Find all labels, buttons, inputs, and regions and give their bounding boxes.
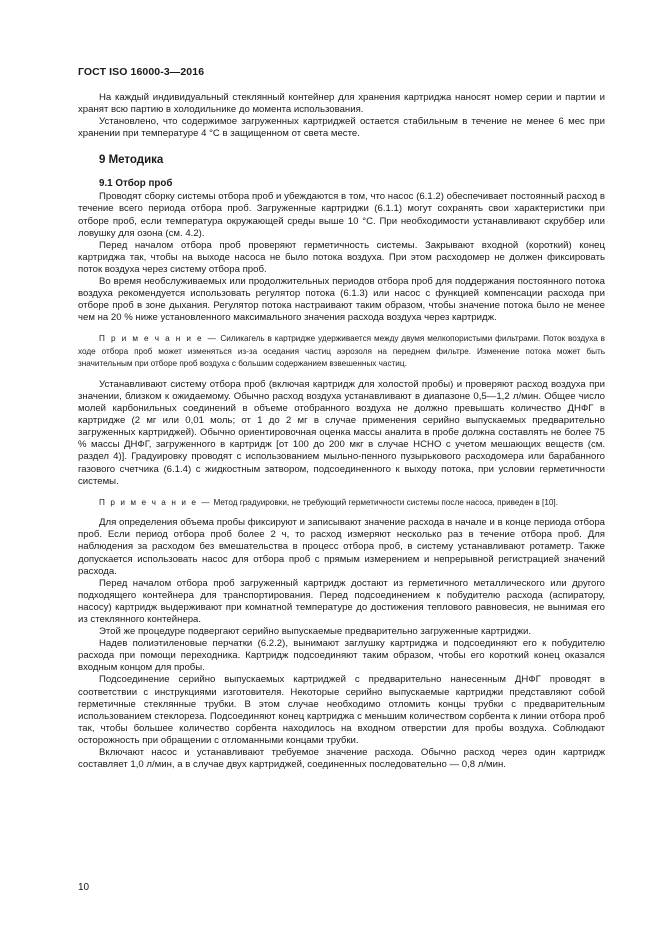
paragraph-flow-setup: Устанавливают систему отбора проб (включая картридж для холостой пробы) и проверяют расход воздуха при значении, близком к ожидаемому. Обычно расход воздуха устанавливают в диапазоне 0,5—1,2 л/мин. Общее число молей карбонильных соединений в объеме отобранного воздуха не должно превышать количество ДНФГ в картридже (2 мг или 0,01 моль; от 1 до 2 мг в случае применения серийно выпускаемых предварительно загруженных картриджей). Обычно ориентировочная оценка массы аналита в пробе должна составлять не более 75 % массы ДНФГ, загруженного в картридж [от 100 до 200 мкг в случае НСНО с учетом мешающих веществ (см. раздел 4)]. Градуировку проводят с использованием мыльно-пенного пузырькового расходомера или барабанного газового счетчика (6.1.4) с жидкостным затвором, подсоединенного к выходу потока, при условии герметичности системы. [78, 378, 605, 487]
paragraph-pump-start: Включают насос и устанавливают требуемое значение расхода. Обычно расход через один картридж составляет 1,0 л/мин, а в случае двух картриджей, соединенных последовательно — 0,8 л/мин. [78, 747, 605, 771]
note-label: П р и м е ч а н и е — [99, 497, 212, 507]
paragraph-container-labeling: На каждый индивидуальный стеклянный контейнер для хранения картриджа наносят номер серии и партии и хранят всю партию в холодильнике до момента использования. [78, 92, 605, 116]
paragraph-storage-stability: Установлено, что содержимое загруженных картриджей остается стабильным в течение не менее 6 мес при хранении при температуре 4 °С в защищенном от света месте. [78, 116, 605, 140]
document-code-header: ГОСТ ISO 16000-3—2016 [78, 66, 205, 78]
paragraph-cartridge-connection: Надев полиэтиленовые перчатки (6.2.2), вынимают заглушку картриджа и подсоединяют его к побудителю расхода при помощи переходника. Картридж подсоединяют таким образом, чтобы его короткий конец оказался входным концом для пробы. [78, 638, 605, 674]
paragraph-volume-determination: Для определения объема пробы фиксируют и записывают значение расхода в начале и в конце периода отбора проб. Если период отбора проб более 2 ч, то расход измеряют несколько раз в течение отбора проб. Для наблюдения за расходом без вмешательства в процесс отбора проб, в систему устанавливают ротаметр. Также допускается использовать насос для отбора проб с прямым измерением и непрерывной регистрацией значений расхода. [78, 517, 605, 577]
paragraph-leak-check: Перед началом отбора проб проверяют герметичность системы. Закрывают входной (короткий) конец картриджа так, чтобы на выходе насоса не было потока воздуха. При этом расходомер не должен фиксировать поток воздуха через систему отбора проб. [78, 239, 605, 275]
note-silica-gel [78, 333, 605, 371]
page-number: 10 [78, 882, 90, 893]
document-body [78, 92, 605, 771]
paragraph-system-assembly: Проводят сборку системы отбора проб и убеждаются в том, что насос (6.1.2) обеспечивает постоянный расход в течение всего периода отбора проб. Загруженные картриджи (6.1.1) могут сохранять свои характеристики при отборе проб, если температура окружающей среды выше 10 °С. При необходимости устанавливают скруббер или ловушку для озона (см. 4.2). [78, 191, 605, 239]
paragraph-cartridge-preparation: Перед началом отбора проб загруженный картридж достают из герметичного металлического или другого подходящего контейнера для транспортирования. Перед подсоединением к побудителю расхода (аспиратору, насосу) картридж выдерживают при комнатной температуре до достижения теплового равновесия, не вынимая его из стеклянного контейнера. [78, 577, 605, 625]
paragraph-commercial-connection: Подсоединение серийно выпускаемых картриджей с предварительно нанесенным ДНФГ проводят в соответствии с инструкциями изготовителя. Некоторые серийно выпускаемые картриджи представляют собой герметичные стеклянные трубки. В этом случае необходимо отломить концы трубки с предварительным использованием стеклореза. Подсоединяют конец картриджа с меньшим количеством сорбента к линии отбора проб так, чтобы большее количество сорбента находилось на входном отверстии для пробы воздуха. Соблюдают осторожность при обращении с отломанными концами трубки. [78, 674, 605, 746]
note-text: Метод градуировки, не требующий герметичности системы после насоса, приведен в [10]. [211, 497, 558, 507]
note-label: П р и м е ч а н и е — [99, 334, 218, 344]
note-calibration-method [78, 497, 605, 510]
note-text: Силикагель в картридже удерживается между двумя мелкопористыми фильтрами. Поток воздуха в ходе отбора проб может изменяться из-за оседания частиц аэрозоля на переднем фильтре. Изменение потока может быть значительным при отборе проб воздуха с большим содержанием взвешенных частиц. [78, 334, 605, 369]
paragraph-commercial-cartridges: Этой же процедуре подвергают серийно выпускаемые предварительно загруженные картриджи. [99, 626, 532, 638]
paragraph-flow-regulator: Во время необслуживаемых или продолжительных периодов отбора проб для поддержания постоянного потока воздуха рекомендуется использовать регулятор потока (6.1.3) или насос с функцией компенсации расхода при отборе проб в зоне дыхания. Регулятор потока настраивают таким образом, чтобы значение потока было не менее чем на 20 % ниже установленного максимального значения расхода воздуха через картридж. [78, 276, 605, 324]
subsection-title: 9.1 Отбор проб [99, 178, 173, 190]
section-title: 9 Методика [99, 154, 164, 167]
